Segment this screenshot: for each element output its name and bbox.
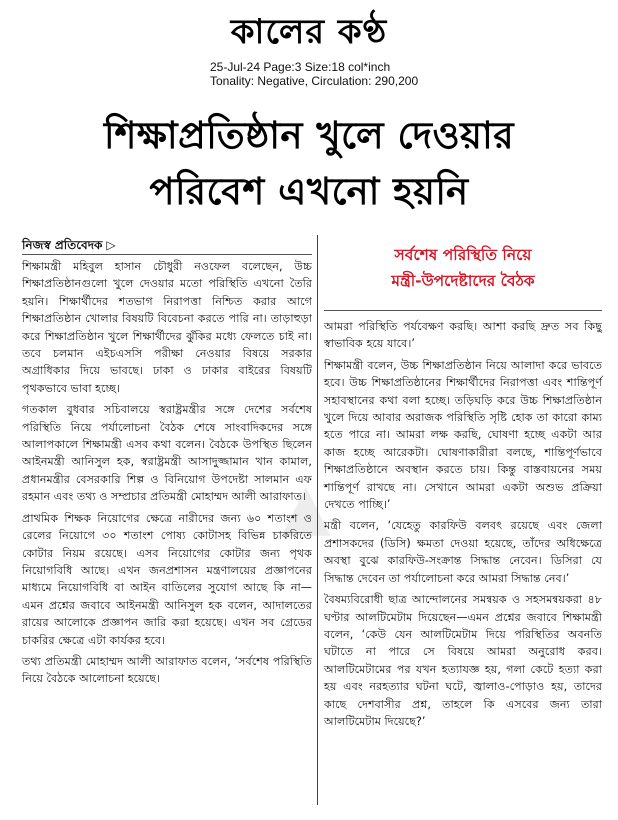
byline-text: নিজস্ব প্রতিবেদক [22, 238, 103, 252]
column-divider [317, 235, 318, 805]
subhead-divider [324, 310, 602, 311]
headline-line-2: পরিবেশ এখনো হয়নি [149, 170, 469, 213]
article-column-right [324, 318, 602, 734]
subhead-line-1: সর্বশেষ পরিস্থিতি নিয়ে [394, 246, 532, 264]
newspaper-masthead: কালের কণ্ঠ [230, 12, 388, 52]
meta-line-tonality: Tonality: Negative, Circulation: 290,200 [210, 74, 419, 88]
byline-arrow-icon: ▷ [106, 238, 116, 252]
paragraph: মন্ত্রী বলেন, ‘যেহেতু কারফিউ বলবৎ রয়েছে এবং জেলা প্রশাসকদের (ডিসি) ক্ষমতা দেওয়া হয়েছে, তাঁদের অধিক্ষেত্রে অবস্থা বুঝে কারফিউ-সংক্রান্ত সিদ্ধান্ত নেবেন। ডিসিরা যে সিদ্ধান্ত দেবেন তা পর্যালোচনা করে আমরা সিদ্ধান্ত নেব।’ [324, 519, 602, 585]
paragraph: শিক্ষামন্ত্রী বলেন, উচ্চ শিক্ষাপ্রতিষ্ঠান নিয়ে আলাদা করে ভাবতে হবে। উচ্চ শিক্ষাপ্রতিষ্ঠানের শিক্ষার্থীদের নিরাপত্তা এবং শান্তিপূর্ণ সহাবস্থানের কথা বলা হচ্ছে। তড়িঘড়ি করে উচ্চ শিক্ষাপ্রতিষ্ঠান খুলে দিয়ে আবার অরাজক পরিস্থিতি সৃষ্টি হোক তা কারো কাম্য হতে পারে না। আমরা লক্ষ করছি, ঘোষণা হচ্ছে একটা আর কাজ হচ্ছে আরেকটা। ঘোষণাকারীরা বলছে, শান্তিপূর্ণভাবে শিক্ষাপ্রতিষ্ঠানে অবস্থান করতে চায়। কিন্তু বাস্তবায়নের সময় শান্তিপূর্ণ রাখছে না। সেখানে আমরা একটা অশুভ প্রক্রিয়া দেখতে পাচ্ছি।’ [324, 358, 602, 512]
article-headline [0, 108, 618, 220]
subhead-line-2: মন্ত্রী-উপদেষ্টাদের বৈঠক [391, 272, 535, 290]
paragraph: গতকাল বুধবার সচিবালয়ে স্বরাষ্ট্রমন্ত্রীর সঙ্গে দেশের সর্বশেষ পরিস্থিতি নিয়ে পর্যালোচনা বৈঠক শেষে সাংবাদিকদের সঙ্গে আলাপকালে শিক্ষামন্ত্রী এসব কথা বলেন। বৈঠকে উপস্থিত ছিলেন আইনমন্ত্রী আনিসুল হক, স্বরাষ্ট্রমন্ত্রী আসাদুজ্জামান খান কামাল, প্রধানমন্ত্রীর বেসরকারি শিল্প ও বিনিয়োগ উপদেষ্টা সালমান এফ রহমান এবং তথ্য ও সম্প্রচার প্রতিমন্ত্রী মোহাম্মদ আলী আরাফাত। [22, 403, 312, 504]
byline-divider [22, 254, 312, 255]
paragraph: আমরা পরিস্থিতি পর্যবেক্ষণ করছি। আশা করছি দ্রুত সব কিছু স্বাভাবিক হয়ে যাবে।’ [324, 320, 602, 351]
meta-line-date-page: 25-Jul-24 Page:3 Size:18 col*inch [210, 60, 391, 74]
clipping-meta [210, 60, 470, 88]
paragraph: তথ্য প্রতিমন্ত্রী মোহাম্মদ আলী আরাফাত বলেন, ‘সর্বশেষ পরিস্থিতি নিয়ে বৈঠকে আলোচনা হয়েছে। [22, 654, 312, 686]
paragraph: প্রাথমিক শিক্ষক নিয়োগের ক্ষেত্রে নারীদের জন্য ৬০ শতাংশ ও রেলের নিয়োগে ৩০ শতাংশ পোষ্য কোটাসহ বিভিন্ন চাকরিতে কোটার নিয়ম রয়েছে। এসব নিয়োগের কোটার জন্য পৃথক নিয়োগবিধি আছে। এখন জনপ্রশাসন মন্ত্রণালয়ের প্রজ্ঞাপনের মাধ্যমে নিয়োগবিধি বা আইন বাতিলের সুযোগ আছে কি না—এমন প্রশ্নের জবাবে আইনমন্ত্রী আনিসুল হক বলেন, আদালতের রায়ের আলোকে প্রজ্ঞাপন জারি করা হয়েছে। এখন সব গ্রেডের চাকরির ক্ষেত্রে এটা কার্যকর হবে। [22, 511, 312, 647]
headline-line-1: শিক্ষাপ্রতিষ্ঠান খুলে দেওয়ার [103, 114, 515, 157]
paragraph: শিক্ষামন্ত্রী মহিবুল হাসান চৌধুরী নওফেল বলেছেন, উচ্চ শিক্ষাপ্রতিষ্ঠানগুলো খুলে দেওয়ার মতো পরিস্থিতি এখনো তৈরি হয়নি। শিক্ষার্থীদের শতভাগ নিরাপত্তা নিশ্চিত করার আগে শিক্ষাপ্রতিষ্ঠান খোলার বিষয়টি বিবেচনা করতে পারি না। তাড়াহুড়া করে শিক্ষাপ্রতিষ্ঠান খুলে শিক্ষার্থীদের ঝুঁকির মধ্যে ফেলতে চাই না। তবে চলমান এইচএসসি পরীক্ষা নেওয়ার বিষয়ে সরকার অগ্রাধিকার দিয়ে ভাবছে। ঢাকা ও ঢাকার বাইরের বিষয়টি পৃথকভাবে ভাবা হচ্ছে। [22, 260, 312, 395]
watermark: ▲ [281, 470, 337, 544]
article-column-left [22, 258, 312, 692]
paragraph: বৈষম্যবিরোধী ছাত্র আন্দোলনের সমন্বয়ক ও সহসমন্বয়করা ৪৮ ঘণ্টার আলটিমেটাম দিয়েছেন—এমন প্রশ্নের জবাবে শিক্ষামন্ত্রী বলেন, ‘কেউ যেন আলটিমেটাম দিয়ে পরিস্থিতির অবনতি ঘটাতে না পারে সে বিষয়ে আমরা অনুরোধ করব। আলটিমেটামের পর যখন হত্যাযজ্ঞ হয়, গলা কেটে হত্যা করা হয় এবং নরহত্যার ঘটনা ঘটে, জ্বালাও-পোড়াও হয়, তাদের কাছে দেশবাসীর প্রশ্ন, তাহলে কি এসবের জন্য তারা আলটিমেটাম দিয়েছে?’ [324, 593, 602, 728]
subhead-box [324, 242, 602, 304]
